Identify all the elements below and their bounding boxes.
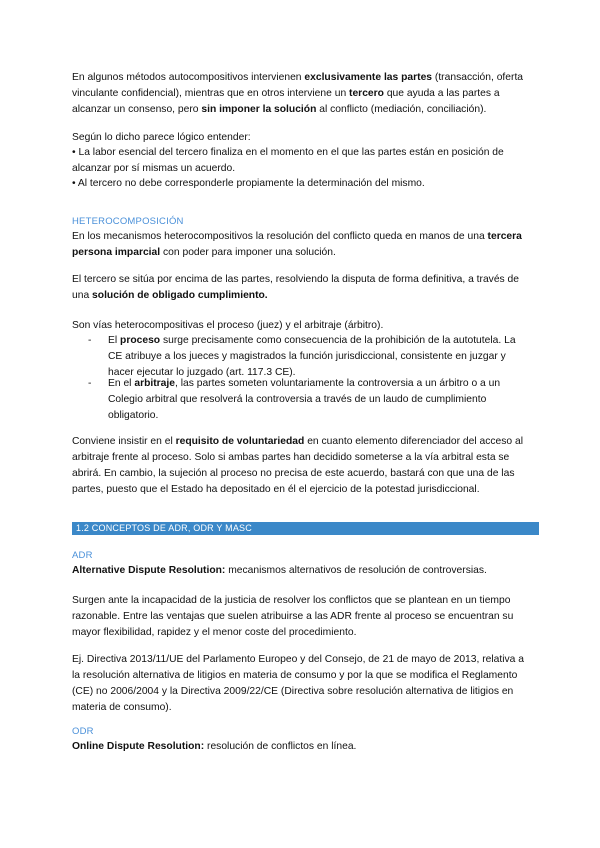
text-run: al conflicto (mediación, conciliación). [316,104,487,115]
adr-paragraph: Surgen ante la incapacidad de la justicia de resolver los conflictos que se plantean en un tiempo razonable. Entre las ventajas que suelen atribuirse a las ADR frente al proceso se encuentran su mayor flexibilidad, rapidez y el menor coste del procedimiento. [72,595,514,638]
bold-run: proceso [120,335,161,346]
text-run: (transacción, oferta vinculante confidencial), mientras que en otros interviene un [72,72,524,99]
list-dash: - [88,378,92,389]
intro-paragraph [72,70,532,118]
bold-run: tercero [349,88,384,99]
text-run: , las partes someten voluntariamente la controversia a un árbitro o a un Colegio arbitral que resolverá la controversia a través de un laudo de cumplimiento obligatorio. [108,378,501,421]
odr-definition [72,739,532,755]
hetero-paragraph [72,229,532,261]
text-run: En algunos métodos autocompositivos intervienen [72,72,305,83]
text-run: Conviene insistir en el [72,436,176,447]
bold-run: requisito de voluntariedad [175,436,305,447]
bold-run: Online Dispute Resolution: [72,741,205,752]
section-heading-heterocomposicion: HETEROCOMPOSICIÓN [72,216,184,227]
list-dash: - [88,335,92,346]
adr-definition [72,563,532,579]
bold-run: exclusivamente las partes [304,72,433,83]
list-item [108,333,528,381]
adr-paragraph: Ej. Directiva 2013/11/UE del Parlamento Europeo y del Consejo, de 21 de mayo de 2013, relativa a la resolución alternativa de litigios en materia de consumo y por la que se modifica el Reglamento (CE) no 2006/2004 y la Directiva 2009/22/CE (Directiva sobre resolución alternativa de litigios en materia de consumo). [72,654,524,713]
bold-run: arbitraje [134,378,175,389]
text-run: mecanismos alternativos de resolución de controversias. [225,565,487,576]
bold-run: solución de obligado cumplimiento. [92,290,268,301]
bullet-item: • Al tercero no debe corresponderle propiamente la determinación del mismo. [72,178,425,189]
hetero-paragraph [72,434,532,498]
section-heading-odr: ODR [72,726,94,737]
bold-run: sin imponer la solución [201,104,317,115]
list-item [108,376,528,424]
text-run: En el [108,378,135,389]
bold-run: Alternative Dispute Resolution: [72,565,226,576]
lead-in-sentence: Según lo dicho parece lógico entender: [72,132,251,143]
text-run: En los mecanismos heterocompositivos la resolución del conflicto queda en manos de una [72,231,488,242]
text-run: resolución de conflictos en línea. [204,741,357,752]
text-run: con poder para imponer una solución. [160,247,336,258]
bold-run: tercera persona imparcial [72,231,522,258]
bullet-item: • La labor esencial del tercero finaliza en el momento en el que las partes están en posición de alcanzar por sí mismas un acuerdo. [72,147,504,174]
text-run: El tercero se sitúa por encima de las partes, resolviendo la disputa de forma definitiva, a través de una [72,274,520,301]
section-banner-title: 1.2 CONCEPTOS DE ADR, ODR Y MASC [76,523,252,533]
hetero-paragraph: Son vías heterocompositivas el proceso (juez) y el arbitraje (árbitro). [72,320,384,331]
hetero-paragraph [72,272,532,304]
text-run: en cuanto elemento diferenciador del acceso al arbitraje frente al proceso. Solo si ambas partes han decidido someterse a la vía arbitral esta se abrirá. En cambio, la sujeción al proceso no precisa de este acuerdo, bastará con que una de las partes, puesto que el Estado ha depositado en él el ejercicio de la potestad jurisdiccional. [72,436,523,495]
text-run: surge precisamente como consecuencia de la prohibición de la autotutela. La CE atribuye a los jueces y magistrados la función jurisdiccional, consistente en juzgar y hacer ejecutar lo juzgado (art. 117.3 CE). [108,335,516,378]
text-run: que ayuda a las partes a alcanzar un consenso, pero [72,88,500,115]
section-banner [72,522,539,535]
section-heading-adr: ADR [72,550,93,561]
text-run: El [108,335,121,346]
